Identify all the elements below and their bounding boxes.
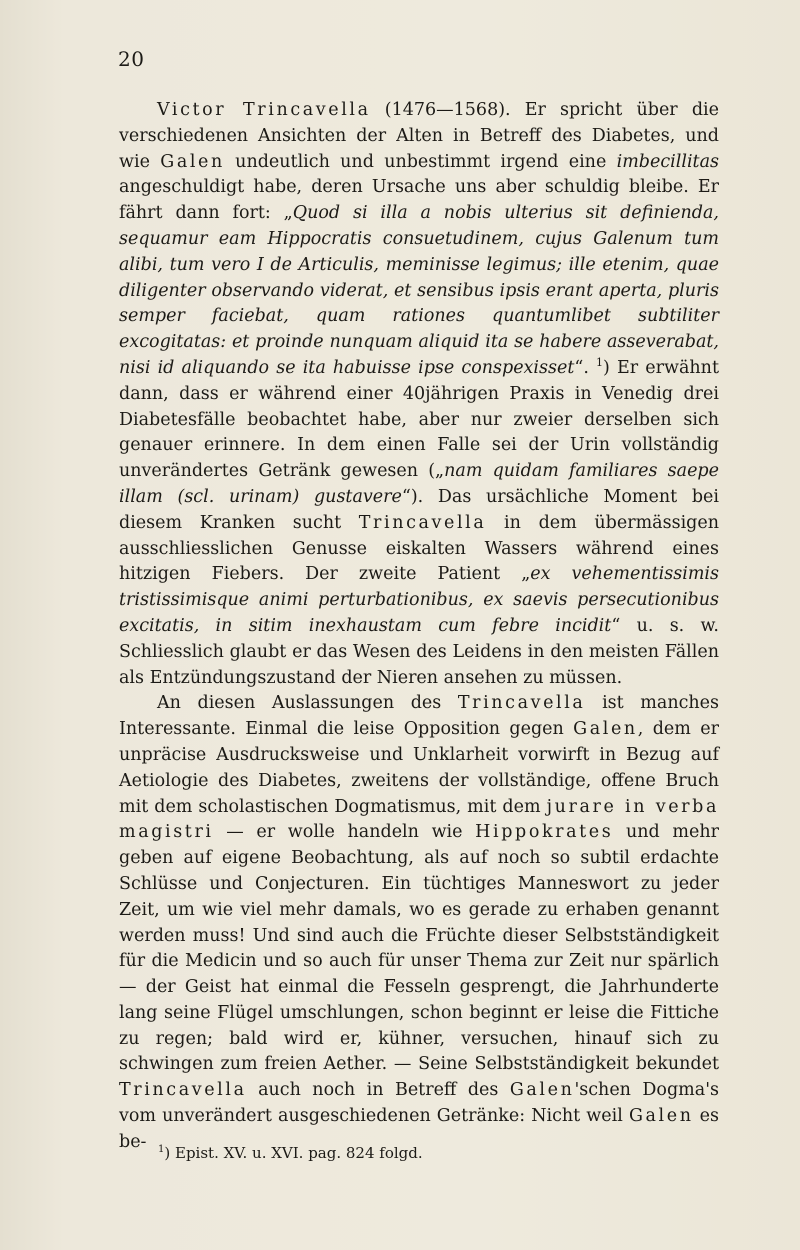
footnote-text: ) Epist. XV. u. XVI. pag. 824 folgd. bbox=[164, 1144, 423, 1162]
latin-term: imbecillitas bbox=[616, 151, 719, 172]
text-run: An diesen Auslassungen des bbox=[157, 693, 458, 714]
text-run: “ u. s. w. Schliesslich glaubt er das Wesen des Leidens in den meisten Fällen als Entzündungszustand der Nieren ansehen zu müssen. bbox=[119, 615, 719, 688]
main-text bbox=[119, 98, 719, 1156]
paragraph-2 bbox=[119, 691, 719, 1155]
text-run: und mehr geben auf eigene Beobachtung, als auf noch so subtil erdachte Schlüsse und Conjecturen. Ein tüchtiges Manneswort zu jeder Zeit, um wie viel mehr damals, wo es gerade zu erhaben genannt werden muss! Und sind auch die Früchte dieser Selbstständigkeit für die Medicin und so auch für unser Thema zur Zeit nur spärlich — der Geist hat einmal die Fesseln gesprengt, die Jahrhunderte lang seine Flügel umschlungen, schon beginnt er leise die Fittiche zu regen; bald wird er, kühner, versuchen, hinauf sich zu schwingen zum freien Aether. — Seine Selbstständigkeit bekundet bbox=[119, 822, 719, 1075]
text-run: “. bbox=[574, 357, 597, 378]
author-name: Victor Trincavella bbox=[157, 100, 371, 120]
text-run: “). Das ursächliche Moment bei diesem Kranken sucht bbox=[119, 486, 719, 533]
footnote-reference[interactable]: 1 bbox=[596, 356, 604, 370]
page-number: 20 bbox=[118, 47, 145, 71]
author-name: Trincavella bbox=[457, 693, 586, 714]
author-name: Galen bbox=[160, 151, 225, 172]
text-run: undeutlich und unbestimmt irgend eine bbox=[224, 151, 617, 172]
paragraph-1 bbox=[119, 98, 719, 691]
text-run: — er wolle handeln wie bbox=[213, 822, 476, 843]
author-name: Trincavella bbox=[358, 512, 487, 533]
text-run: ist manches Interessante. Einmal die leise Opposition gegen bbox=[119, 693, 719, 740]
latin-quote: ex vehementissimis tristissimisque animi perturbationibus, ex saevis persecutionibus excitatis, in sitim inexhaustam cum febre incidit bbox=[119, 564, 719, 636]
text-run: es be- bbox=[119, 1106, 720, 1152]
text-run: (1476—1568). Er spricht über die verschiedenen Ansichten der Alten in Betreff des Diabetes, und wie bbox=[119, 100, 719, 172]
text-run: ) Er erwähnt dann, dass er während einer 40jährigen Praxis in Venedig drei Diabetesfälle beobachtet habe, aber nur zweier derselben sich genauer erinnere. In dem einen Falle sei der Urin vollständig unverändertes Getränk gewesen („ bbox=[119, 357, 719, 482]
author-name: Galen bbox=[509, 1080, 575, 1101]
footnote-mark: 1 bbox=[158, 1144, 165, 1155]
author-name: Hippokrates bbox=[475, 822, 614, 843]
latin-quote: Quod si illa a nobis ulterius sit definienda, sequamur eam Hippocratis consuetudinem, cujus Galenum tum alibi, tum vero I de Articulis, meminisse legimus; ille etenim, quae diligenter observando viderat, et sensibus ipsis erant aperta, pluris semper faciebat, quam rationes quantumlibet subtiliter excogitatas: et proinde nunquam aliquid ita se habere asseverabat, nisi id aliquando se ita habuisse ipse conspexisset bbox=[119, 203, 719, 378]
author-name: Galen bbox=[573, 719, 638, 740]
text-run: angeschuldigt habe, deren Ursache uns aber schuldig bleibe. Er fährt dann fort: „ bbox=[119, 177, 719, 224]
text-run: auch noch in Betreff des bbox=[246, 1080, 510, 1101]
latin-quote: nam quidam familiares saepe illam (scl. urinam) gustavere bbox=[119, 461, 719, 507]
author-name: Galen bbox=[628, 1106, 694, 1127]
author-name: Trincavella bbox=[119, 1080, 247, 1101]
text-run: in dem übermässigen ausschliesslichen Genusse eiskalten Wassers während eines hitzigen Fiebers. Der zweite Patient „ bbox=[119, 512, 719, 585]
text-run: , dem er unpräcise Ausdrucksweise und Unklarheit vorwirft in Bezug auf Aetiologie des Diabetes, zweitens der vollständige, offene Bruch mit dem scholastischen Dogmatismus, mit dem bbox=[119, 719, 719, 817]
latin-phrase: jurare in verba magistri bbox=[119, 796, 719, 843]
text-run: 'schen Dogma's vom unverändert ausgeschiedenen Getränke: Nicht weil bbox=[119, 1080, 719, 1127]
footnote bbox=[158, 1144, 423, 1162]
